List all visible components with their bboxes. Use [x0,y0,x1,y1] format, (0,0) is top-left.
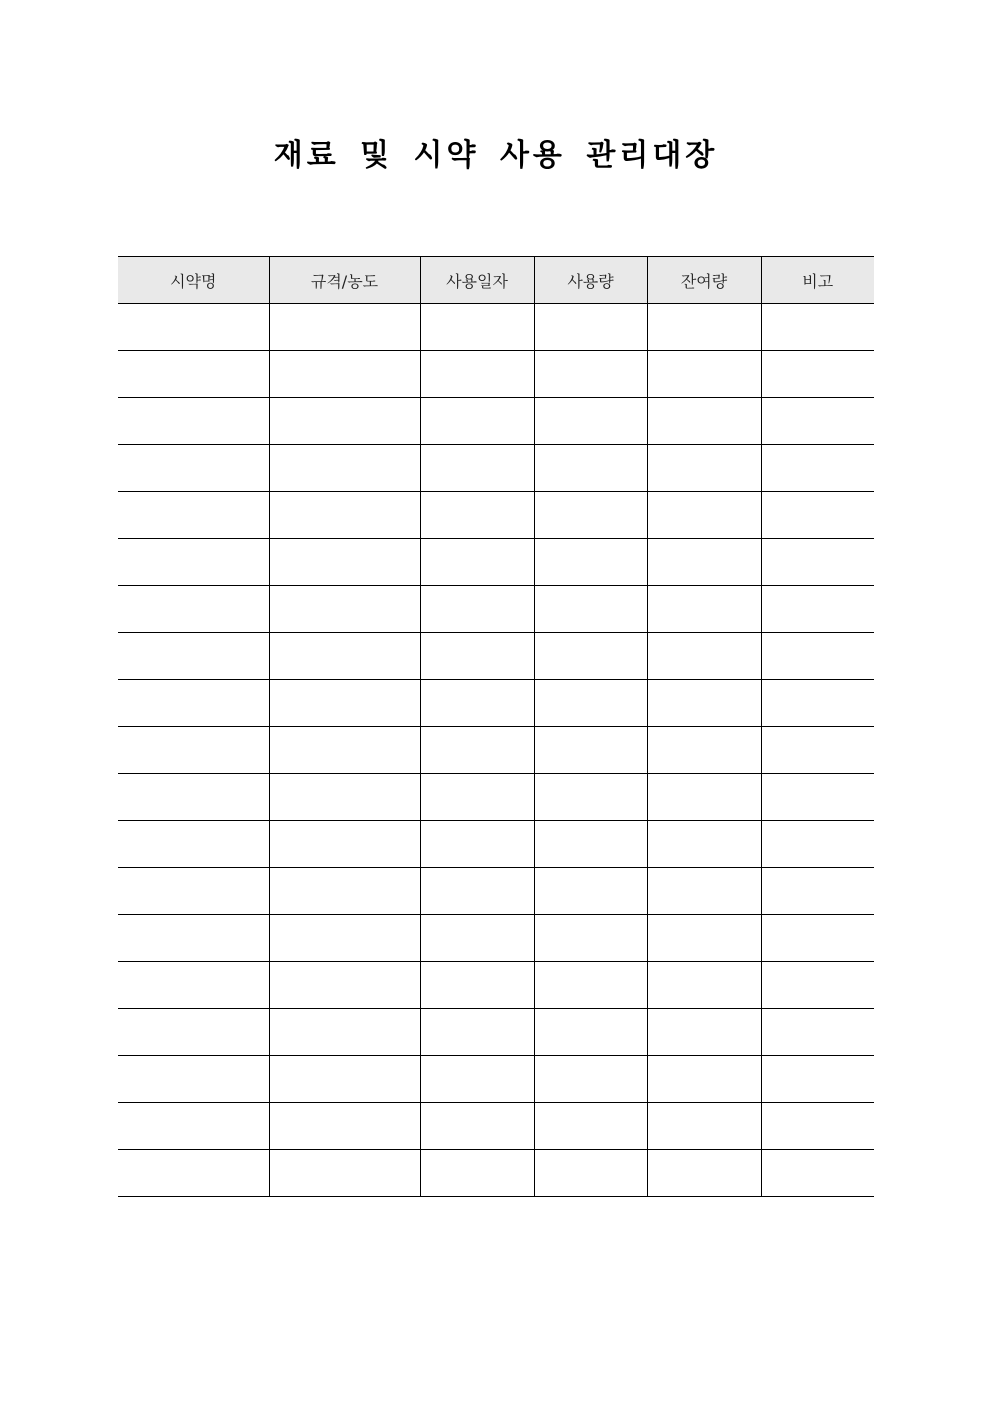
document-title: 재료 및 시약 사용 관리대장 [273,138,719,173]
cell-remaining-amount[interactable] [647,1103,761,1150]
cell-amount-used[interactable] [534,398,647,445]
table-row [118,727,874,774]
cell-spec-concentration[interactable] [269,586,420,633]
header-spec-concentration: 규격/농도 [269,257,420,304]
cell-usage-date[interactable] [420,1150,534,1197]
cell-reagent-name[interactable] [118,774,269,821]
cell-usage-date[interactable] [420,680,534,727]
cell-usage-date[interactable] [420,821,534,868]
table-row [118,1103,874,1150]
table-row [118,915,874,962]
cell-usage-date[interactable] [420,586,534,633]
cell-spec-concentration[interactable] [269,304,420,351]
header-remaining-amount: 잔여량 [647,257,761,304]
cell-spec-concentration[interactable] [269,1103,420,1150]
cell-reagent-name[interactable] [118,962,269,1009]
cell-amount-used[interactable] [534,821,647,868]
cell-remaining-amount[interactable] [647,304,761,351]
table-row [118,492,874,539]
cell-spec-concentration[interactable] [269,680,420,727]
cell-reagent-name[interactable] [118,586,269,633]
cell-remaining-amount[interactable] [647,633,761,680]
table-row [118,1150,874,1197]
cell-remarks[interactable] [761,492,874,539]
header-row [118,257,874,304]
cell-remarks[interactable] [761,586,874,633]
cell-reagent-name[interactable] [118,821,269,868]
cell-usage-date[interactable] [420,915,534,962]
table-row [118,351,874,398]
cell-remarks[interactable] [761,304,874,351]
cell-amount-used[interactable] [534,868,647,915]
cell-spec-concentration[interactable] [269,492,420,539]
cell-remarks[interactable] [761,633,874,680]
cell-usage-date[interactable] [420,1056,534,1103]
cell-remarks[interactable] [761,398,874,445]
cell-remarks[interactable] [761,774,874,821]
cell-remaining-amount[interactable] [647,727,761,774]
cell-reagent-name[interactable] [118,1009,269,1056]
cell-usage-date[interactable] [420,774,534,821]
header-amount-used: 사용량 [534,257,647,304]
cell-amount-used[interactable] [534,1150,647,1197]
cell-remarks[interactable] [761,351,874,398]
cell-spec-concentration[interactable] [269,727,420,774]
cell-remaining-amount[interactable] [647,1009,761,1056]
cell-amount-used[interactable] [534,351,647,398]
cell-amount-used[interactable] [534,1009,647,1056]
table-row [118,821,874,868]
cell-remarks[interactable] [761,1009,874,1056]
cell-reagent-name[interactable] [118,1150,269,1197]
cell-amount-used[interactable] [534,304,647,351]
cell-reagent-name[interactable] [118,445,269,492]
cell-remarks[interactable] [761,868,874,915]
table-row [118,774,874,821]
cell-reagent-name[interactable] [118,1056,269,1103]
cell-usage-date[interactable] [420,1103,534,1150]
cell-remarks[interactable] [761,915,874,962]
cell-spec-concentration[interactable] [269,445,420,492]
cell-amount-used[interactable] [534,727,647,774]
table-row [118,962,874,1009]
cell-spec-concentration[interactable] [269,351,420,398]
cell-amount-used[interactable] [534,633,647,680]
cell-amount-used[interactable] [534,1056,647,1103]
cell-reagent-name[interactable] [118,351,269,398]
cell-remaining-amount[interactable] [647,351,761,398]
cell-usage-date[interactable] [420,539,534,586]
cell-spec-concentration[interactable] [269,868,420,915]
cell-reagent-name[interactable] [118,868,269,915]
table-row [118,680,874,727]
cell-usage-date[interactable] [420,868,534,915]
table-row [118,1009,874,1056]
cell-amount-used[interactable] [534,915,647,962]
cell-usage-date[interactable] [420,727,534,774]
cell-remaining-amount[interactable] [647,962,761,1009]
table-row [118,445,874,492]
cell-spec-concentration[interactable] [269,398,420,445]
header-usage-date: 사용일자 [420,257,534,304]
cell-reagent-name[interactable] [118,492,269,539]
usage-ledger-table [118,256,874,1197]
cell-usage-date[interactable] [420,351,534,398]
cell-spec-concentration[interactable] [269,539,420,586]
cell-usage-date[interactable] [420,633,534,680]
cell-remaining-amount[interactable] [647,868,761,915]
cell-usage-date[interactable] [420,398,534,445]
cell-remaining-amount[interactable] [647,680,761,727]
table-row [118,539,874,586]
table-row [118,633,874,680]
cell-reagent-name[interactable] [118,633,269,680]
cell-remarks[interactable] [761,680,874,727]
cell-reagent-name[interactable] [118,680,269,727]
cell-spec-concentration[interactable] [269,962,420,1009]
cell-usage-date[interactable] [420,962,534,1009]
cell-remarks[interactable] [761,727,874,774]
cell-amount-used[interactable] [534,492,647,539]
table-row [118,304,874,351]
cell-remarks[interactable] [761,962,874,1009]
cell-usage-date[interactable] [420,492,534,539]
cell-remaining-amount[interactable] [647,398,761,445]
cell-amount-used[interactable] [534,586,647,633]
cell-spec-concentration[interactable] [269,1009,420,1056]
cell-remaining-amount[interactable] [647,774,761,821]
cell-remaining-amount[interactable] [647,1056,761,1103]
cell-spec-concentration[interactable] [269,1056,420,1103]
cell-spec-concentration[interactable] [269,1150,420,1197]
header-reagent-name: 시약명 [118,257,269,304]
cell-amount-used[interactable] [534,774,647,821]
cell-remaining-amount[interactable] [647,586,761,633]
cell-reagent-name[interactable] [118,727,269,774]
cell-usage-date[interactable] [420,445,534,492]
cell-remaining-amount[interactable] [647,915,761,962]
header-remarks: 비고 [761,257,874,304]
cell-remaining-amount[interactable] [647,821,761,868]
table-row [118,1056,874,1103]
cell-reagent-name[interactable] [118,915,269,962]
cell-amount-used[interactable] [534,539,647,586]
cell-reagent-name[interactable] [118,398,269,445]
cell-amount-used[interactable] [534,680,647,727]
cell-spec-concentration[interactable] [269,821,420,868]
cell-remaining-amount[interactable] [647,539,761,586]
cell-spec-concentration[interactable] [269,774,420,821]
cell-reagent-name[interactable] [118,304,269,351]
cell-amount-used[interactable] [534,1103,647,1150]
cell-reagent-name[interactable] [118,539,269,586]
table-row [118,586,874,633]
table-row [118,868,874,915]
cell-remarks[interactable] [761,1150,874,1197]
cell-reagent-name[interactable] [118,1103,269,1150]
cell-remarks[interactable] [761,1056,874,1103]
cell-usage-date[interactable] [420,1009,534,1056]
cell-remarks[interactable] [761,1103,874,1150]
cell-remarks[interactable] [761,821,874,868]
cell-remarks[interactable] [761,445,874,492]
table-row [118,398,874,445]
cell-remaining-amount[interactable] [647,445,761,492]
cell-remarks[interactable] [761,539,874,586]
cell-remaining-amount[interactable] [647,1150,761,1197]
cell-remaining-amount[interactable] [647,492,761,539]
cell-spec-concentration[interactable] [269,915,420,962]
cell-amount-used[interactable] [534,445,647,492]
cell-usage-date[interactable] [420,304,534,351]
cell-spec-concentration[interactable] [269,633,420,680]
cell-amount-used[interactable] [534,962,647,1009]
